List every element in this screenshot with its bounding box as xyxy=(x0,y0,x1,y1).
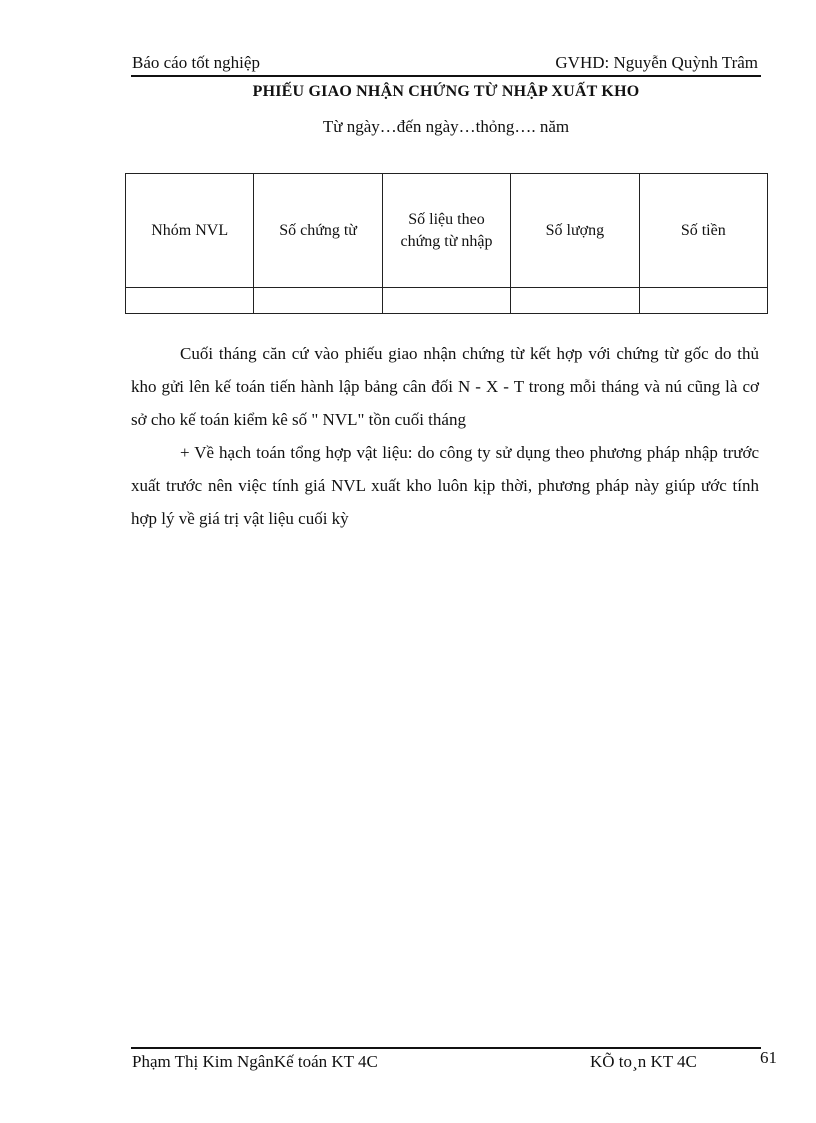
footer-author-text: Phạm Thị Kim NgânKế toán KT 4C xyxy=(132,1052,378,1071)
column-header: Số chứng từ xyxy=(254,174,382,288)
footer-divider xyxy=(131,1047,761,1049)
column-header: Số liệu theo chứng từ nhập xyxy=(382,174,510,288)
paragraph: Cuối tháng căn cứ vào phiếu giao nhận chứng từ kết hợp với chứng từ gốc do thủ kho gửi lên kế toán tiến hành lập bảng cân đối N - X - T trong mỗi tháng và nú cũng là cơ sở cho kế toán kiểm kê số " NVL" tồn cuối tháng xyxy=(131,344,759,429)
paragraph: + Về hạch toán tổng hợp vật liệu: do công ty sử dụng theo phương pháp nhập trước xuất trước nên việc tính giá NVL xuất kho luôn kịp thời, phương pháp này giúp ước tính hợp lý về giá trị vật liệu cuối kỳ xyxy=(131,443,759,528)
header-right-text: GVHD: Nguyễn Quỳnh Trâm xyxy=(555,53,758,72)
table-cell xyxy=(126,288,254,314)
column-header: Số tiền xyxy=(639,174,767,288)
header-left-text: Báo cáo tốt nghiệp xyxy=(132,53,260,72)
page-number: 61 xyxy=(760,1048,777,1067)
footer-class-text: KÕ to¸n KT 4C xyxy=(590,1052,697,1071)
document-subtitle: Từ ngày…đến ngày…thỏng…. năm xyxy=(322,117,570,136)
body-text xyxy=(131,337,759,535)
table-row xyxy=(126,288,768,314)
table-cell xyxy=(382,288,510,314)
table-cell xyxy=(511,288,639,314)
column-header: Số lượng xyxy=(511,174,639,288)
table-header-row xyxy=(126,174,768,288)
column-header: Nhóm NVL xyxy=(126,174,254,288)
table-cell xyxy=(254,288,382,314)
header-divider xyxy=(131,75,761,77)
table-cell xyxy=(639,288,767,314)
voucher-table xyxy=(125,173,768,314)
document-title: PHIẾU GIAO NHẬN CHỨNG TỪ NHẬP XUẤT KHO xyxy=(252,83,640,100)
